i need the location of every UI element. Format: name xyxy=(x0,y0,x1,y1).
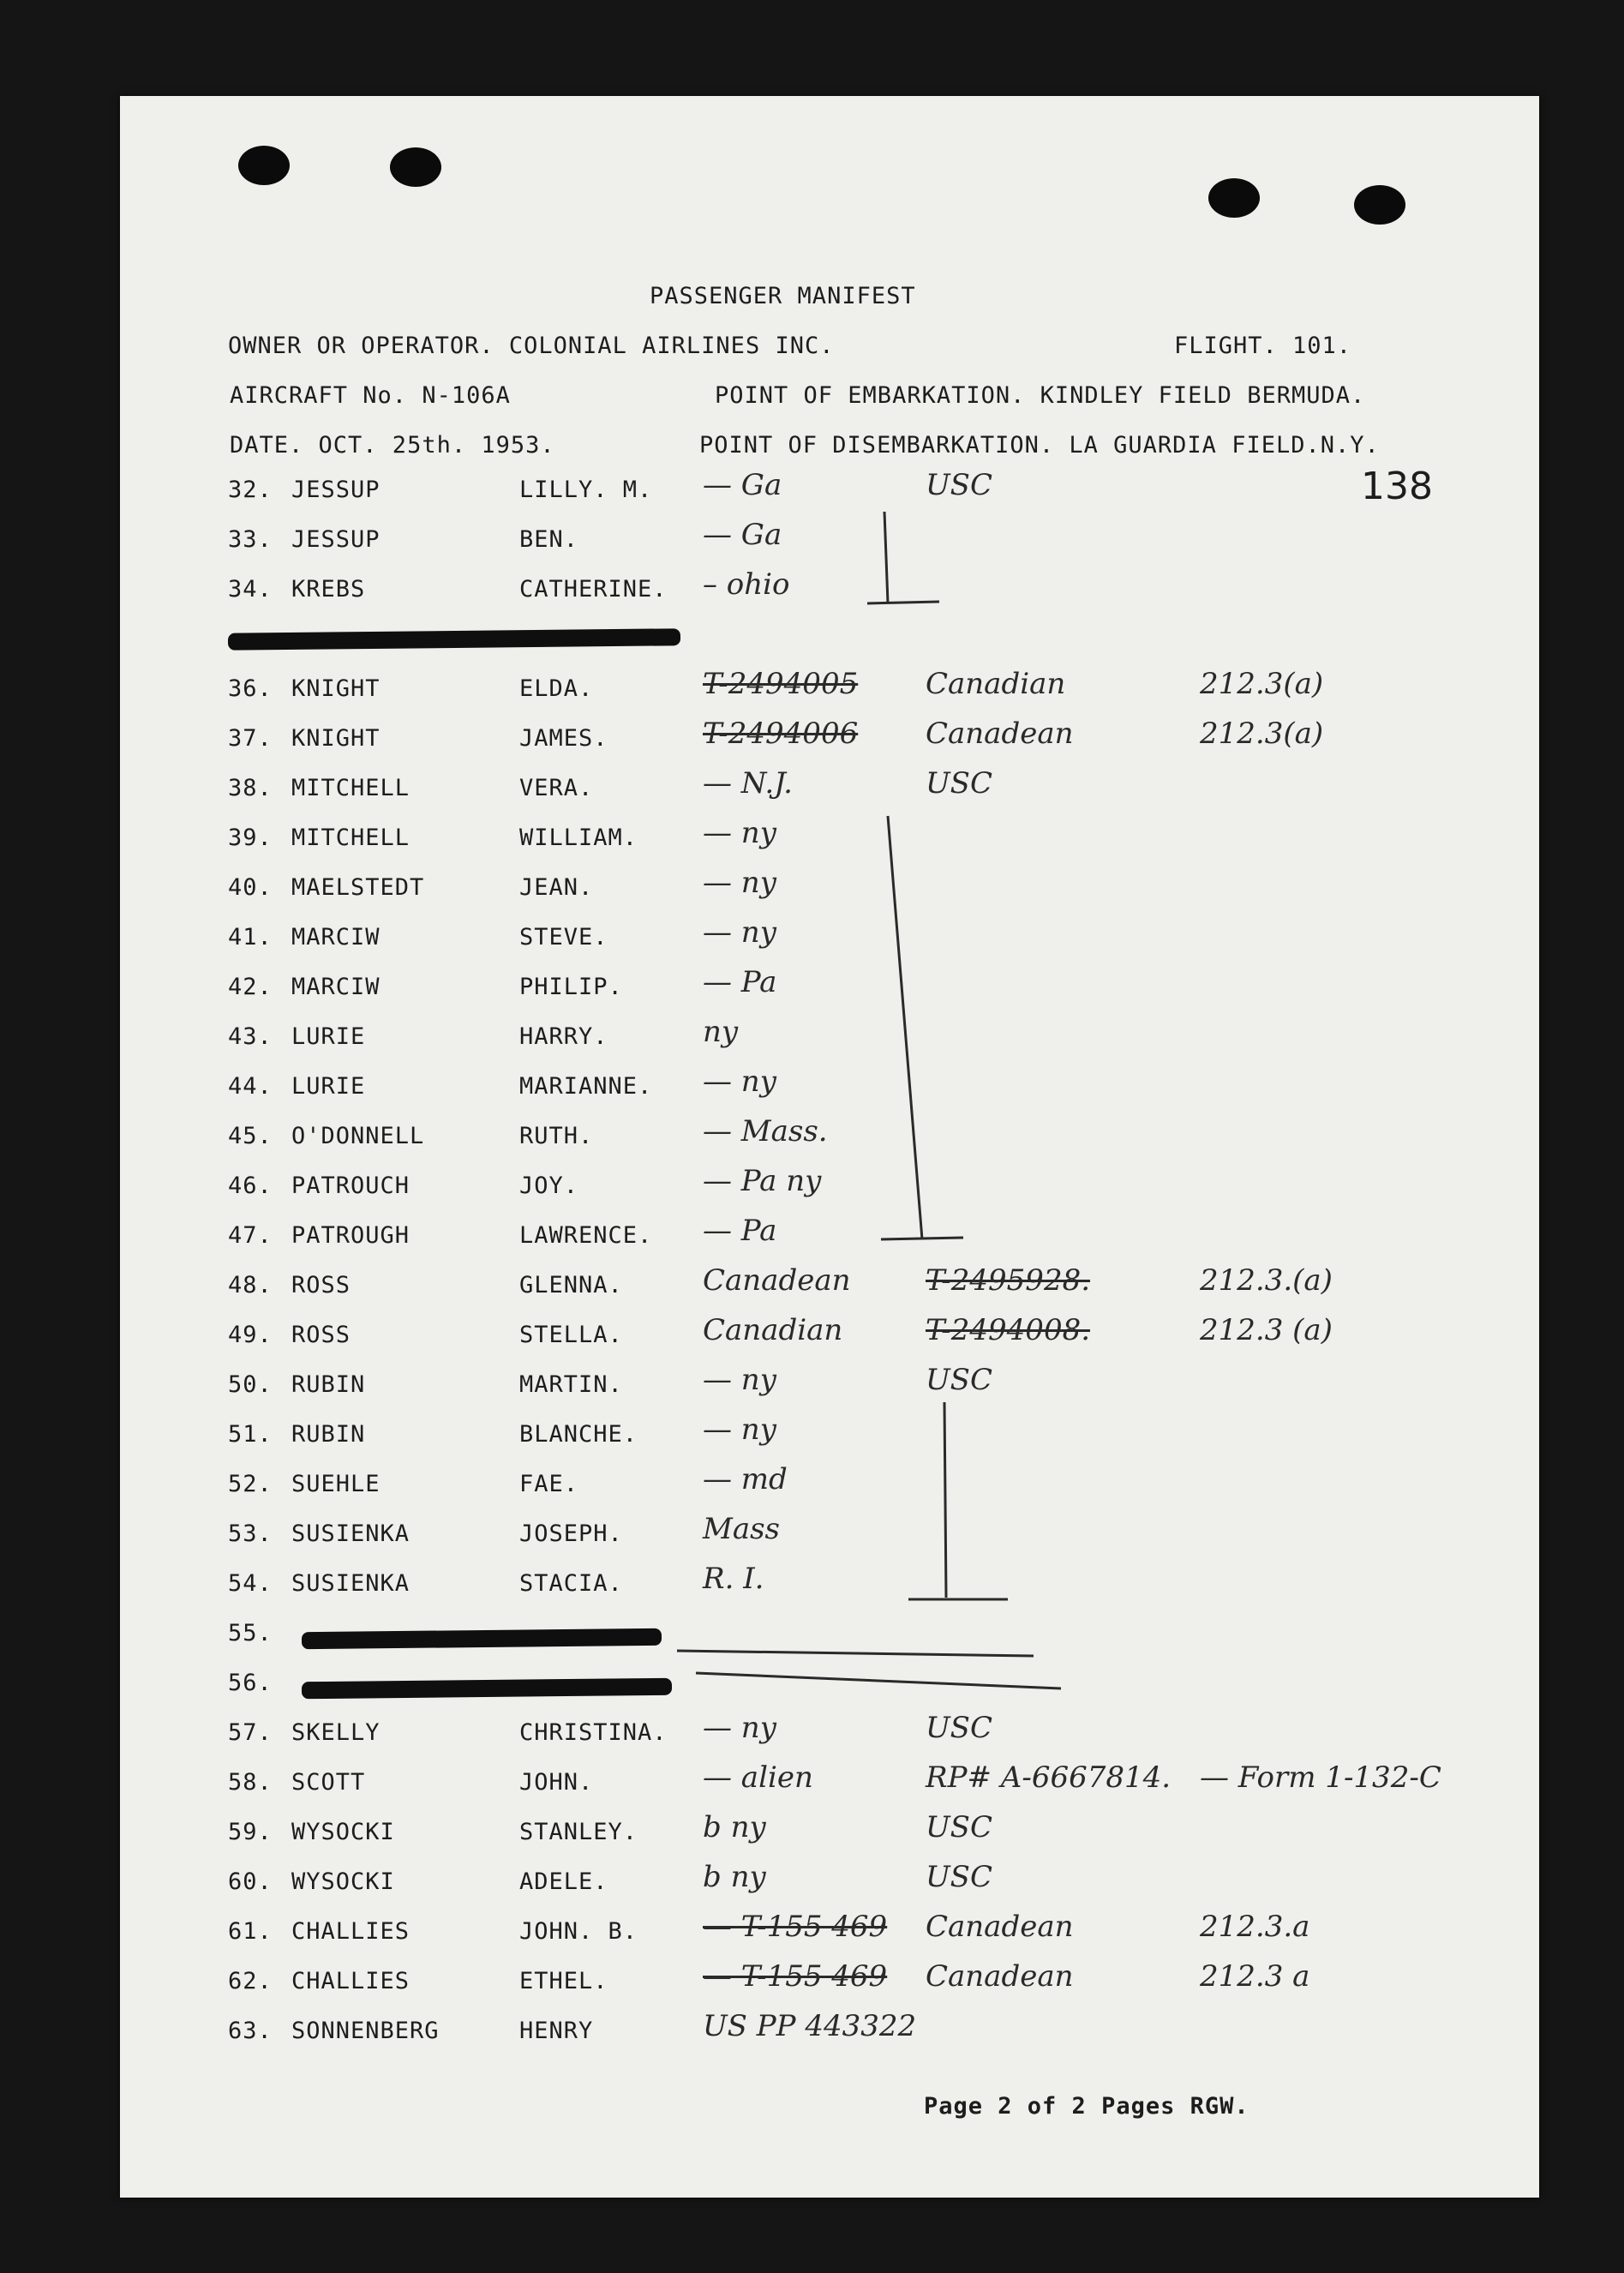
handwritten-annotation: — N.J. xyxy=(703,766,793,801)
status-annotation: USC xyxy=(926,1711,992,1745)
passenger-last-name: SONNENBERG xyxy=(291,2018,440,2044)
code-annotation: 212.3 (a) xyxy=(1200,1313,1333,1347)
point-of-embarkation: POINT OF EMBARKATION. KINDLEY FIELD BERMUDA. xyxy=(715,382,1366,409)
manifest-date: DATE. OCT. 25th. 1953. xyxy=(230,432,555,459)
code-annotation: 212.3(a) xyxy=(1200,667,1324,701)
manifest-page xyxy=(120,96,1539,2198)
passenger-first-name: MARIANNE. xyxy=(519,1073,653,1100)
row-number: 54. xyxy=(228,1570,273,1597)
passenger-last-name: CHALLIES xyxy=(291,1968,410,1994)
handwritten-annotation: – ohio xyxy=(703,567,790,602)
status-annotation: USC xyxy=(926,1810,992,1844)
passenger-last-name: O'DONNELL xyxy=(291,1123,425,1149)
row-number: 33. xyxy=(228,526,273,553)
point-of-disembarkation: POINT OF DISEMBARKATION. LA GUARDIA FIELD.N.Y. xyxy=(699,432,1380,459)
passenger-last-name: SCOTT xyxy=(291,1769,366,1796)
flight-number: FLIGHT. 101. xyxy=(1174,333,1352,359)
passenger-first-name: HARRY. xyxy=(519,1023,608,1050)
row-number: 62. xyxy=(228,1968,273,1994)
status-annotation: T-2494008. xyxy=(926,1313,1091,1347)
redaction-bar xyxy=(302,1678,672,1700)
page-number: 138 xyxy=(1361,465,1433,508)
passenger-last-name: MITCHELL xyxy=(291,775,410,801)
row-number: 49. xyxy=(228,1322,273,1348)
code-annotation: 212.3 a xyxy=(1200,1959,1310,1994)
handwritten-annotation: — ny xyxy=(703,1065,776,1099)
handwritten-annotation: — ny xyxy=(703,816,776,850)
row-number: 46. xyxy=(228,1172,273,1199)
passenger-first-name: JAMES. xyxy=(519,725,608,752)
handwritten-annotation: — ny xyxy=(703,866,776,900)
row-number: 48. xyxy=(228,1272,273,1298)
handwritten-annotation: b ny xyxy=(703,1810,766,1844)
passenger-first-name: JOY. xyxy=(519,1172,579,1199)
passenger-first-name: LAWRENCE. xyxy=(519,1222,653,1249)
passenger-first-name: PHILIP. xyxy=(519,974,623,1000)
passenger-last-name: SUSIENKA xyxy=(291,1520,410,1547)
handwritten-annotation: — T-155 469 xyxy=(703,1910,888,1944)
row-number: 53. xyxy=(228,1520,273,1547)
passenger-first-name: BEN. xyxy=(519,526,579,553)
passenger-last-name: SUEHLE xyxy=(291,1471,381,1497)
punch-hole xyxy=(1354,185,1405,225)
row-number: 38. xyxy=(228,775,273,801)
handwritten-annotation: — ny xyxy=(703,1711,776,1745)
handwritten-annotation: Canadian xyxy=(703,1313,843,1347)
passenger-last-name: CHALLIES xyxy=(291,1918,410,1945)
row-number: 60. xyxy=(228,1868,273,1895)
handwritten-annotation: — T-155 469 xyxy=(703,1959,888,1994)
passenger-last-name: KREBS xyxy=(291,576,366,603)
passenger-first-name: STANLEY. xyxy=(519,1819,638,1845)
row-number: 56. xyxy=(228,1670,273,1696)
passenger-last-name: RUBIN xyxy=(291,1421,366,1448)
handwritten-annotation: — alien xyxy=(703,1760,813,1795)
punch-hole xyxy=(390,147,441,187)
passenger-first-name: RUTH. xyxy=(519,1123,594,1149)
row-number: 36. xyxy=(228,675,273,702)
passenger-first-name: JOSEPH. xyxy=(519,1520,623,1547)
handwritten-annotation: T-2494006 xyxy=(703,717,859,751)
row-number: 37. xyxy=(228,725,273,752)
row-number: 32. xyxy=(228,477,273,503)
handwritten-annotation: T-2494005 xyxy=(703,667,859,701)
status-annotation: USC xyxy=(926,1363,992,1397)
row-number: 47. xyxy=(228,1222,273,1249)
passenger-first-name: ELDA. xyxy=(519,675,594,702)
punch-hole xyxy=(238,146,290,185)
status-annotation: RP# A-6667814. xyxy=(926,1760,1172,1795)
row-number: 52. xyxy=(228,1471,273,1497)
passenger-first-name: WILLIAM. xyxy=(519,825,638,851)
handwritten-annotation: — Ga xyxy=(703,468,782,502)
passenger-first-name: VERA. xyxy=(519,775,594,801)
owner-operator: OWNER OR OPERATOR. COLONIAL AIRLINES INC. xyxy=(228,333,835,359)
passenger-first-name: ETHEL. xyxy=(519,1968,608,1994)
status-annotation: USC xyxy=(926,1860,992,1894)
passenger-first-name: FAE. xyxy=(519,1471,579,1497)
passenger-last-name: WYSOCKI xyxy=(291,1819,395,1845)
status-annotation: Canadean xyxy=(926,1910,1074,1944)
passenger-last-name: MAELSTEDT xyxy=(291,874,425,901)
aircraft-number: AIRCRAFT No. N-106A xyxy=(230,382,511,409)
status-annotation: Canadean xyxy=(926,1959,1074,1994)
passenger-last-name: PATROUCH xyxy=(291,1172,410,1199)
punch-hole xyxy=(1208,178,1260,218)
passenger-first-name: STEVE. xyxy=(519,924,608,951)
row-number: 43. xyxy=(228,1023,273,1050)
row-number: 63. xyxy=(228,2018,273,2044)
passenger-first-name: JOHN. B. xyxy=(519,1918,638,1945)
handwritten-annotation: b ny xyxy=(703,1860,766,1894)
handwritten-annotation: — ny xyxy=(703,915,776,950)
row-number: 50. xyxy=(228,1371,273,1398)
passenger-last-name: KNIGHT xyxy=(291,675,381,702)
row-number: 61. xyxy=(228,1918,273,1945)
passenger-first-name: ADELE. xyxy=(519,1868,608,1895)
handwritten-annotation: — Pa ny xyxy=(703,1164,822,1198)
passenger-first-name: JOHN. xyxy=(519,1769,594,1796)
status-annotation: Canadean xyxy=(926,717,1074,751)
status-annotation: T-2495928. xyxy=(926,1263,1091,1298)
passenger-last-name: JESSUP xyxy=(291,526,381,553)
row-number: 51. xyxy=(228,1421,273,1448)
passenger-last-name: KNIGHT xyxy=(291,725,381,752)
passenger-first-name: GLENNA. xyxy=(519,1272,623,1298)
row-number: 45. xyxy=(228,1123,273,1149)
passenger-first-name: MARTIN. xyxy=(519,1371,623,1398)
passenger-first-name: STACIA. xyxy=(519,1570,623,1597)
redaction-bar xyxy=(228,628,680,651)
passenger-last-name: LURIE xyxy=(291,1023,366,1050)
handwritten-annotation: Mass xyxy=(703,1512,780,1546)
page-footer: Page 2 of 2 Pages RGW. xyxy=(924,2093,1249,2120)
passenger-last-name: ROSS xyxy=(291,1272,351,1298)
code-annotation: 212.3.(a) xyxy=(1200,1263,1333,1298)
passenger-last-name: RUBIN xyxy=(291,1371,366,1398)
passenger-last-name: PATROUGH xyxy=(291,1222,410,1249)
row-number: 57. xyxy=(228,1719,273,1746)
handwritten-annotation: — ny xyxy=(703,1363,776,1397)
row-number: 59. xyxy=(228,1819,273,1845)
passenger-first-name: CATHERINE. xyxy=(519,576,668,603)
passenger-first-name: LILLY. M. xyxy=(519,477,653,503)
handwritten-annotation: — ny xyxy=(703,1412,776,1447)
handwritten-annotation: ny xyxy=(703,1015,739,1049)
redaction-bar xyxy=(302,1628,662,1649)
handwritten-annotation: — Ga xyxy=(703,518,782,552)
handwritten-annotation: R. I. xyxy=(703,1562,764,1596)
row-number: 58. xyxy=(228,1769,273,1796)
row-number: 40. xyxy=(228,874,273,901)
passenger-last-name: SKELLY xyxy=(291,1719,381,1746)
passenger-first-name: CHRISTINA. xyxy=(519,1719,668,1746)
row-number: 41. xyxy=(228,924,273,951)
passenger-first-name: STELLA. xyxy=(519,1322,623,1348)
passenger-first-name: HENRY xyxy=(519,2018,594,2044)
status-annotation: Canadian xyxy=(926,667,1066,701)
code-annotation: — Form 1-132-C xyxy=(1200,1760,1441,1795)
row-number: 42. xyxy=(228,974,273,1000)
row-number: 55. xyxy=(228,1620,273,1646)
row-number: 44. xyxy=(228,1073,273,1100)
passenger-last-name: SUSIENKA xyxy=(291,1570,410,1597)
status-annotation: USC xyxy=(926,766,992,801)
passenger-last-name: JESSUP xyxy=(291,477,381,503)
code-annotation: 212.3(a) xyxy=(1200,717,1324,751)
row-number: 34. xyxy=(228,576,273,603)
handwritten-annotation: US PP 443322 xyxy=(703,2009,917,2043)
passenger-last-name: WYSOCKI xyxy=(291,1868,395,1895)
status-annotation: USC xyxy=(926,468,992,502)
row-number: 39. xyxy=(228,825,273,851)
passenger-first-name: JEAN. xyxy=(519,874,594,901)
handwritten-annotation: — Pa xyxy=(703,965,777,999)
handwritten-annotation: — md xyxy=(703,1462,788,1496)
handwritten-annotation: — Pa xyxy=(703,1214,777,1248)
passenger-last-name: MARCIW xyxy=(291,924,381,951)
manifest-title: PASSENGER MANIFEST xyxy=(650,283,916,309)
handwritten-annotation: Canadean xyxy=(703,1263,851,1298)
passenger-last-name: MITCHELL xyxy=(291,825,410,851)
handwritten-annotation: — Mass. xyxy=(703,1114,828,1148)
code-annotation: 212.3.a xyxy=(1200,1910,1310,1944)
passenger-last-name: ROSS xyxy=(291,1322,351,1348)
passenger-last-name: MARCIW xyxy=(291,974,381,1000)
passenger-first-name: BLANCHE. xyxy=(519,1421,638,1448)
passenger-last-name: LURIE xyxy=(291,1073,366,1100)
